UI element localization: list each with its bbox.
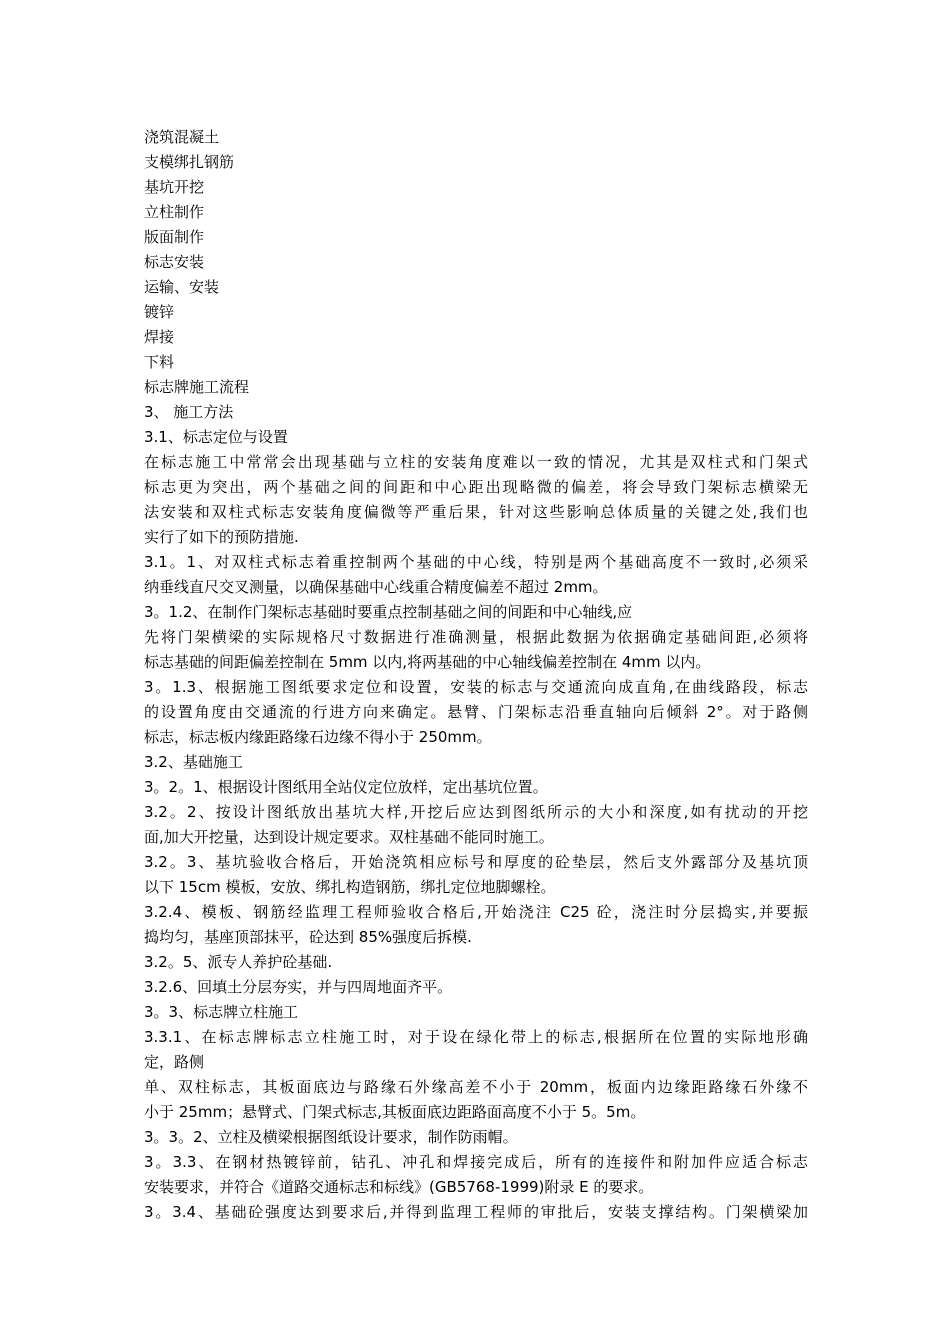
text-line: 焊接 xyxy=(144,328,175,346)
text-line: 浇筑混凝土 xyxy=(144,128,220,146)
text-line: 标志，标志板内缘距路缘石边缘不得小于 250mm。 xyxy=(144,728,492,746)
text-line: 实行了如下的预防措施. xyxy=(144,528,299,546)
text-line: 先将门架横梁的实际规格尺寸数据进行准确测量，根据此数据为依据确定基础间距,必须将 xyxy=(144,628,808,646)
text-line: 以下 15cm 模板，安放、绑扎构造钢筋，绑扎定位地脚螺栓。 xyxy=(144,878,556,896)
text-line: 纳垂线直尺交叉测量，以确保基础中心线重合精度偏差不超过 2mm。 xyxy=(144,578,608,596)
text-line: 3.1。1、对双柱式标志着重控制两个基础的中心线，特别是两个基础高度不一致时,必须采 xyxy=(144,553,808,571)
text-line: 立柱制作 xyxy=(144,203,205,221)
text-line: 3.2。5、派专人养护砼基础. xyxy=(144,953,333,971)
text-line: 3.1、标志定位与设置 xyxy=(144,428,288,446)
text-line: 3.2.4、模板、钢筋经监理工程师验收合格后,开始浇注 C25 砼，浇注时分层捣实,并要振 xyxy=(144,903,808,921)
text-line: 3、 施工方法 xyxy=(144,403,234,421)
text-line: 3。1.3、根据施工图纸要求定位和设置，安装的标志与交通流向成直角,在曲线路段，标志 xyxy=(144,678,808,696)
text-line: 下料 xyxy=(144,353,175,371)
text-line: 单、双柱标志，其板面底边与路缘石外缘高差不小于 20mm，板面内边缘距路缘石外缘不 xyxy=(144,1078,808,1096)
text-line: 基坑开挖 xyxy=(144,178,205,196)
text-line: 安装要求，并符合《道路交通标志和标线》(GB5768-1999)附录 E 的要求。 xyxy=(144,1178,654,1196)
text-line: 运输、安装 xyxy=(144,278,220,296)
text-line: 3.2、基础施工 xyxy=(144,753,243,771)
text-line: 小于 25mm；悬臂式、门架式标志,其板面底边距路面高度不小于 5。5m。 xyxy=(144,1103,646,1121)
text-line: 面,加大开挖量，达到设计规定要求。双柱基础不能同时施工。 xyxy=(144,828,554,846)
text-line: 3.2。2、按设计图纸放出基坑大样,开挖后应达到图纸所示的大小和深度,如有扰动的开挖 xyxy=(144,803,808,821)
text-line: 3.2.6、回填土分层夯实，并与四周地面齐平。 xyxy=(144,978,453,996)
text-line: 3。3。2、立柱及横梁根据图纸设计要求，制作防雨帽。 xyxy=(144,1128,518,1146)
text-line: 标志牌施工流程 xyxy=(144,378,250,396)
text-line: 镀锌 xyxy=(144,303,175,321)
text-line: 标志安装 xyxy=(144,253,205,271)
text-line: 3。2。1、根据设计图纸用全站仪定位放样，定出基坑位置。 xyxy=(144,778,548,796)
text-line: 3。3、标志牌立柱施工 xyxy=(144,1003,299,1021)
text-line: 定，路侧 xyxy=(144,1053,205,1071)
text-line: 标志基础的间距偏差控制在 5mm 以内,将两基础的中心轴线偏差控制在 4mm 以内。 xyxy=(144,653,711,671)
text-line: 3。3.3、在钢材热镀锌前，钻孔、冲孔和焊接完成后，所有的连接件和附加件应适合标志 xyxy=(144,1153,808,1171)
text-line: 3.3.1、在标志牌标志立柱施工时，对于设在绿化带上的标志,根据所在位置的实际地形确 xyxy=(144,1028,808,1046)
text-line: 3。1.2、在制作门架标志基础时要重点控制基础之间的间距和中心轴线,应 xyxy=(144,603,633,621)
text-line: 3。3.4、基础砼强度达到要求后,并得到监理工程师的审批后，安装支撑结构。门架横梁加 xyxy=(144,1203,808,1221)
text-line: 支模绑扎钢筋 xyxy=(144,153,235,171)
text-line: 在标志施工中常常会出现基础与立柱的安装角度难以一致的情况，尤其是双柱式和门架式 xyxy=(144,453,808,471)
text-line: 版面制作 xyxy=(144,228,205,246)
document-body xyxy=(144,125,808,1225)
text-line: 捣均匀，基座顶部抹平，砼达到 85%强度后拆模. xyxy=(144,928,472,946)
text-line: 3.2。3、基坑验收合格后，开始浇筑相应标号和厚度的砼垫层，然后支外露部分及基坑顶 xyxy=(144,853,808,871)
text-line: 标志更为突出，两个基础之间的间距和中心距出现略微的偏差，将会导致门架标志横梁无 xyxy=(144,478,808,496)
text-line: 法安装和双柱式标志安装角度偏微等严重后果，针对这些影响总体质量的关键之处,我们也 xyxy=(144,503,808,521)
text-line: 的设置角度由交通流的行进方向来确定。悬臂、门架标志沿垂直轴向后倾斜 2°。对于路侧 xyxy=(144,703,808,721)
